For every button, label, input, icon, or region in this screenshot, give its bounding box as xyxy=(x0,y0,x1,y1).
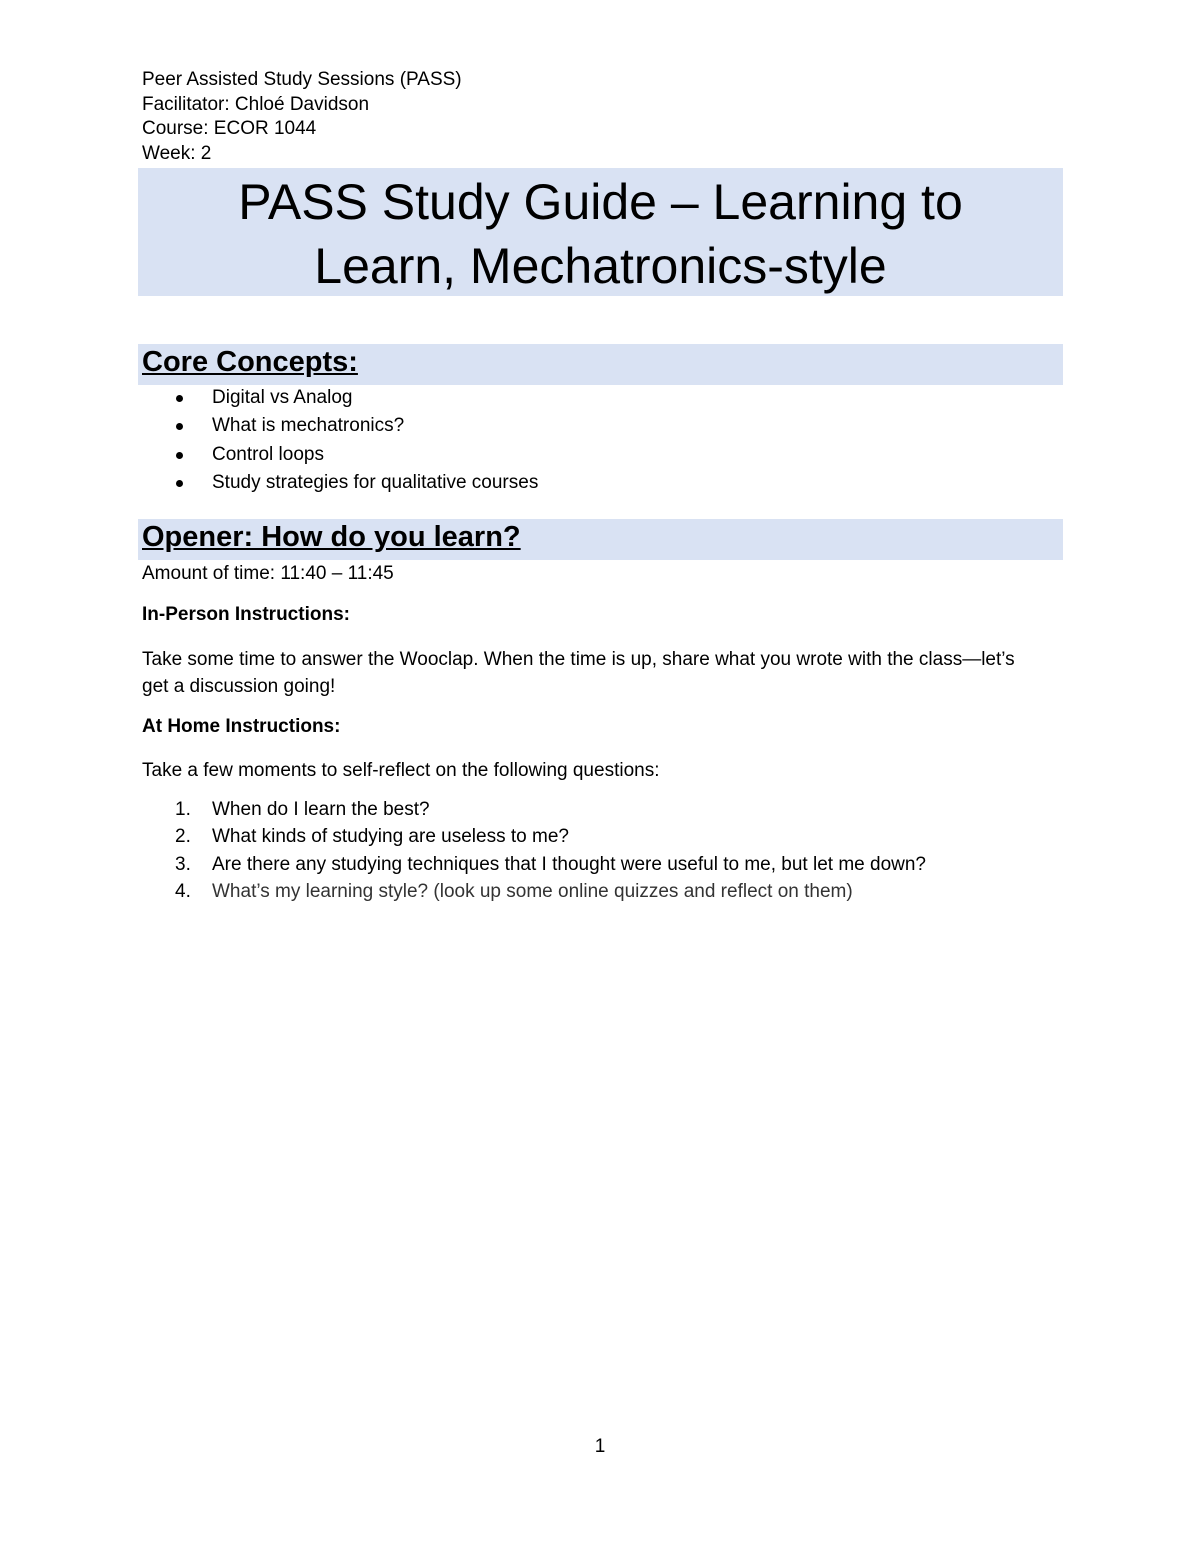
list-item: Control loops xyxy=(142,443,538,471)
time-allotment: Amount of time: 11:40 – 11:45 xyxy=(142,563,394,584)
list-item: 2. What kinds of studying are useless to me? xyxy=(175,826,569,848)
bullet-icon xyxy=(176,452,183,459)
document-title xyxy=(138,168,1063,296)
in-person-instructions: Take some time to answer the Wooclap. When the time is up, share what you wrote with the class—let’s get a discussion going! xyxy=(142,649,1015,697)
opener-heading-text: Opener: How do you learn? xyxy=(142,521,521,553)
course-code: Course: ECOR 1044 xyxy=(142,118,317,139)
at-home-intro: Take a few moments to self-reflect on the following questions: xyxy=(142,760,660,781)
title-line-2: Learn, Mechatronics-style xyxy=(314,238,887,294)
page-number: 1 xyxy=(594,1436,606,1457)
program-name: Peer Assisted Study Sessions (PASS) xyxy=(142,69,462,90)
list-item: 3. Are there any studying techniques that I thought were useful to me, but let me down? xyxy=(175,853,926,875)
list-item: What is mechatronics? xyxy=(142,414,538,442)
list-item: 1. When do I learn the best? xyxy=(175,799,430,820)
facilitator-name: Facilitator: Chloé Davidson xyxy=(142,93,370,115)
bullet-icon xyxy=(176,480,183,487)
bullet-icon xyxy=(176,423,183,430)
in-person-label: In-Person Instructions: xyxy=(142,604,350,625)
list-item: 4. What’s my learning style? (look up some online quizzes and reflect on them) xyxy=(175,880,853,902)
opener-heading xyxy=(138,519,1063,560)
session-info xyxy=(142,68,462,166)
at-home-label: At Home Instructions: xyxy=(142,716,341,737)
core-concepts-heading-text: Core Concepts: xyxy=(142,346,358,378)
bullet-icon xyxy=(176,395,183,402)
title-line-1: PASS Study Guide – Learning to xyxy=(238,174,963,230)
reflection-questions xyxy=(142,798,926,907)
core-concepts-list xyxy=(142,386,538,499)
core-concepts-heading xyxy=(138,344,1063,385)
week-number: Week: 2 xyxy=(142,142,212,164)
list-item: Study strategies for qualitative courses xyxy=(142,471,538,499)
list-item: Digital vs Analog xyxy=(142,386,538,414)
